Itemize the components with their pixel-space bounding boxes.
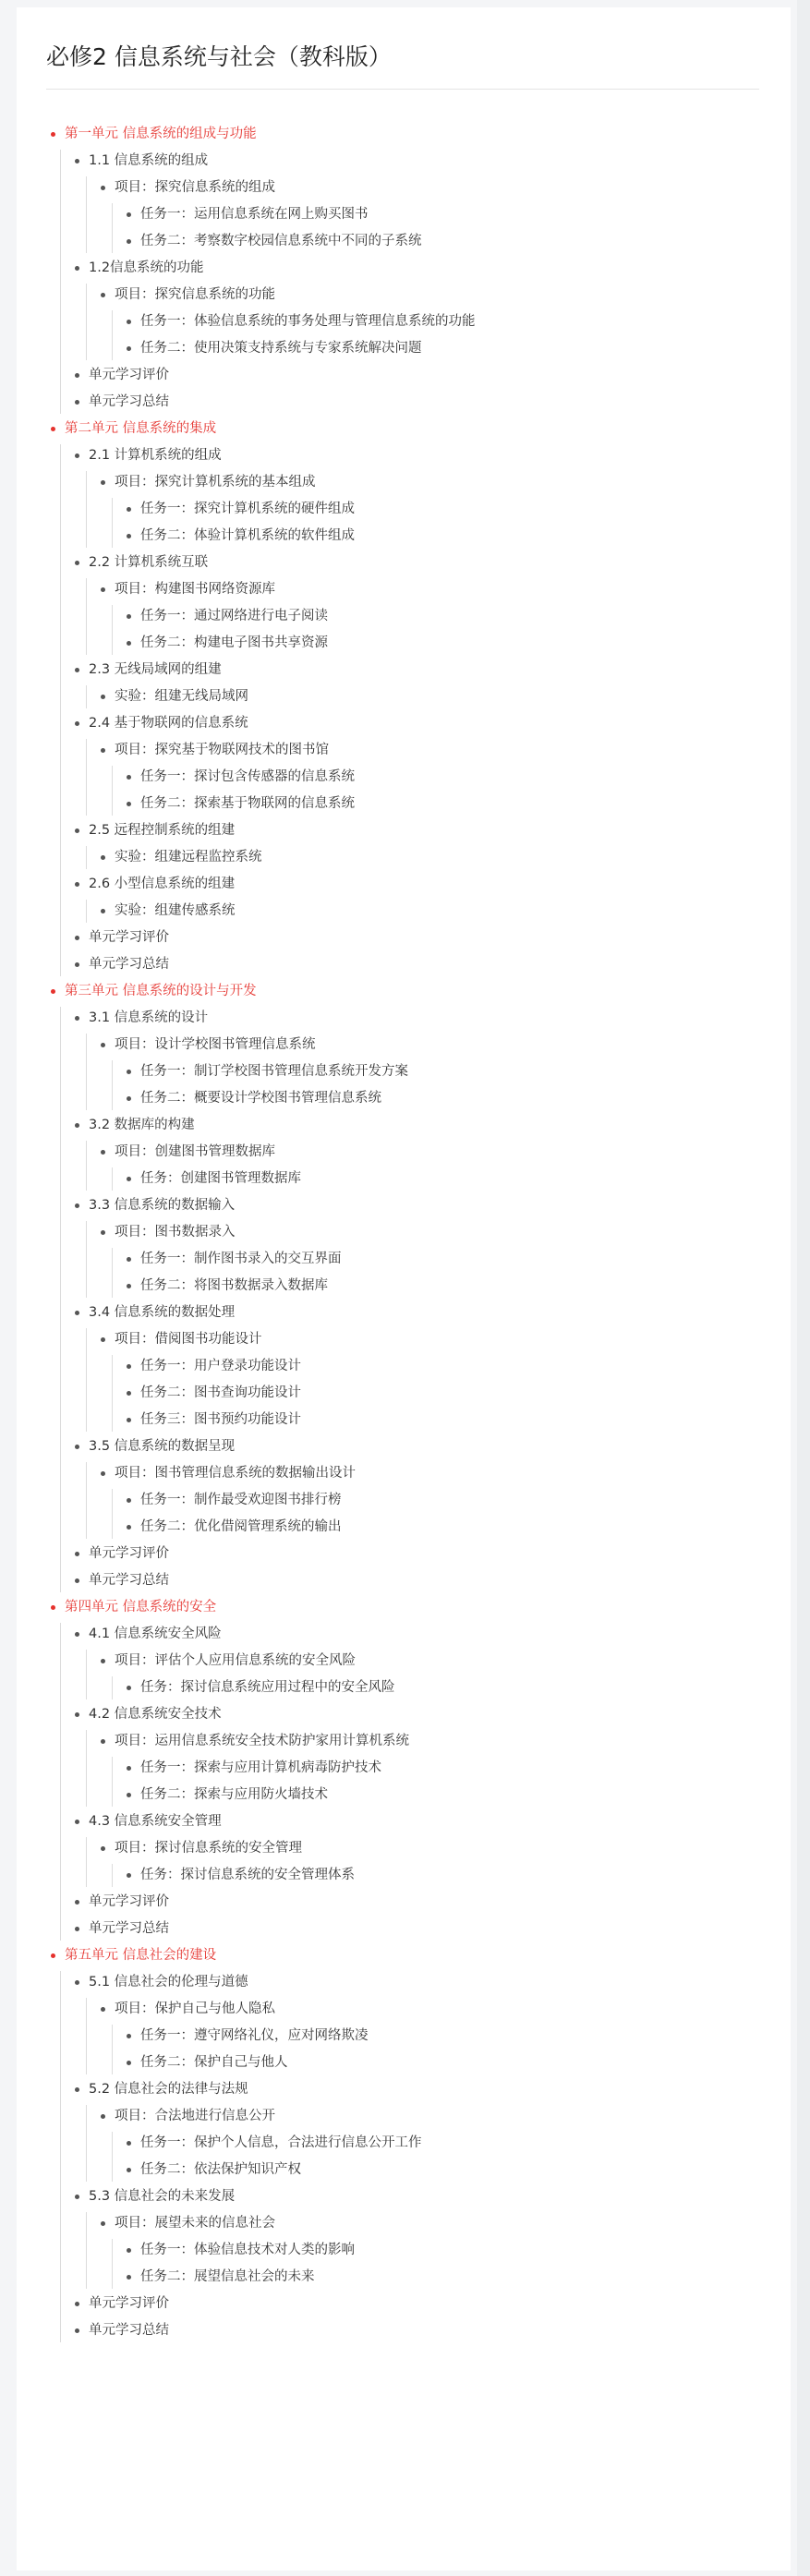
bullet-dot-icon	[127, 802, 131, 806]
bullet-dot-icon	[127, 1391, 131, 1396]
bullet-dot-icon	[127, 2168, 131, 2172]
task-item	[140, 1755, 381, 1782]
section-item	[89, 951, 169, 978]
outline-text: 项目：探究计算机系统的基本组成	[115, 475, 316, 490]
bullet-dot-icon	[101, 909, 105, 913]
bullet-dot-icon	[75, 454, 79, 458]
outline-text: 任务一：制作最受欢迎图书排行榜	[140, 1493, 342, 1507]
bullet-dot-icon	[75, 1712, 79, 1717]
bullet-dot-icon	[127, 1766, 131, 1771]
unit-item[interactable]	[65, 121, 257, 148]
bullet-dot-icon	[75, 962, 79, 967]
project-item	[115, 1139, 275, 1166]
task-item	[140, 630, 328, 657]
bullet-dot-icon	[75, 1552, 79, 1556]
outline-text: 项目：探究基于物联网技术的图书馆	[115, 743, 329, 757]
section-item	[89, 1916, 169, 1942]
bullet-dot-icon	[101, 1659, 105, 1663]
section-item	[89, 1969, 248, 1996]
section-item	[89, 148, 208, 175]
bullet-dot-icon	[127, 641, 131, 646]
bullet-dot-icon	[101, 1739, 105, 1744]
outline-text: 项目：图书管理信息系统的数据输出设计	[115, 1466, 356, 1481]
outline-text: 3.4 信息系统的数据处理	[89, 1305, 236, 1320]
outline-text: 任务二：概要设计学校图书管理信息系统	[140, 1091, 381, 1106]
bullet-dot-icon	[101, 480, 105, 485]
bullet-dot-icon	[127, 1096, 131, 1101]
bullet-dot-icon	[101, 695, 105, 699]
outline-text: 1.1 信息系统的组成	[89, 153, 209, 168]
section-item	[89, 1192, 235, 1219]
tree-guide-line	[86, 846, 87, 869]
task-item	[140, 2050, 288, 2076]
tree-guide-line	[86, 1034, 87, 1110]
tree-guide-line	[86, 1730, 87, 1807]
outline-text: 3.5 信息系统的数据呈现	[89, 1439, 236, 1454]
outline-text: 任务：探讨信息系统应用过程中的安全风险	[140, 1680, 395, 1695]
project-item	[115, 2103, 275, 2130]
task-item	[140, 308, 476, 335]
outline-text: 项目：借阅图书功能设计	[115, 1332, 262, 1347]
outline-text: 第一单元 信息系统的组成与功能	[65, 127, 257, 141]
outline-text: 3.3 信息系统的数据输入	[89, 1198, 236, 1213]
outline-text: 单元学习评价	[89, 2296, 169, 2311]
tree-guide-line	[60, 444, 61, 976]
outline-text: 任务二：将图书数据录入数据库	[140, 1278, 328, 1293]
bullet-dot-icon	[75, 1203, 79, 1208]
project-item	[115, 1835, 302, 1862]
outline-text: 项目：创建图书管理数据库	[115, 1144, 275, 1159]
outline-text: 任务一：探索与应用计算机病毒防护技术	[140, 1760, 381, 1775]
bullet-dot-icon	[75, 1632, 79, 1637]
bullet-dot-icon	[75, 1016, 79, 1021]
bullet-dot-icon	[101, 587, 105, 592]
bullet-dot-icon	[127, 1525, 131, 1530]
tree-guide-line	[112, 1676, 113, 1699]
tree-guide-line	[112, 1757, 113, 1807]
task-item	[140, 1514, 342, 1541]
bullet-dot-icon	[51, 427, 55, 431]
outline-text: 任务一：用户登录功能设计	[140, 1359, 301, 1373]
bullet-dot-icon	[75, 159, 79, 163]
bullet-dot-icon	[127, 1070, 131, 1074]
task-item	[140, 2130, 422, 2157]
project-item	[115, 1326, 262, 1353]
outline-text: 任务一：体验信息技术对人类的影响	[140, 2243, 355, 2257]
outline-text: 任务二：图书查询功能设计	[140, 1385, 301, 1400]
bullet-dot-icon	[127, 2061, 131, 2065]
task-item	[140, 1246, 342, 1273]
outline-text: 项目：图书数据录入	[115, 1225, 236, 1240]
outline-text: 实验：组建无线局域网	[115, 689, 248, 704]
bullet-dot-icon	[127, 2141, 131, 2146]
bullet-dot-icon	[101, 2221, 105, 2226]
bullet-dot-icon	[101, 186, 105, 190]
section-item	[89, 1701, 222, 1728]
bullet-dot-icon	[101, 1471, 105, 1476]
bullet-dot-icon	[75, 668, 79, 672]
section-item	[89, 255, 204, 282]
bullet-dot-icon	[127, 2034, 131, 2038]
bullet-dot-icon	[127, 1498, 131, 1503]
outline-text: 单元学习评价	[89, 930, 169, 945]
bullet-dot-icon	[127, 1284, 131, 1288]
project-item	[115, 1460, 356, 1487]
tree-guide-line	[86, 176, 87, 253]
bullet-dot-icon	[75, 400, 79, 405]
page-scrollbar[interactable]	[797, 0, 810, 2576]
section-item	[89, 1541, 169, 1567]
outline-text: 单元学习总结	[89, 2323, 169, 2338]
tree-guide-line	[86, 578, 87, 655]
tree-guide-line	[112, 1167, 113, 1191]
outline-text: 4.3 信息系统安全管理	[89, 1814, 222, 1829]
tree-guide-line	[86, 900, 87, 923]
bullet-dot-icon	[75, 1578, 79, 1583]
bullet-dot-icon	[101, 1150, 105, 1155]
tree-guide-line	[86, 739, 87, 816]
bullet-dot-icon	[75, 721, 79, 726]
section-item	[89, 2183, 235, 2210]
bullet-dot-icon	[127, 1257, 131, 1262]
outline-text: 3.1 信息系统的设计	[89, 1010, 209, 1025]
bullet-dot-icon	[51, 1605, 55, 1610]
tree-guide-line	[112, 766, 113, 816]
outline-text: 项目：构建图书网络资源库	[115, 582, 275, 597]
bullet-dot-icon	[75, 2087, 79, 2092]
task-item	[140, 1273, 328, 1300]
outline-text: 任务二：使用决策支持系统与专家系统解决问题	[140, 341, 422, 356]
outline-text: 单元学习总结	[89, 1921, 169, 1936]
tree-guide-line	[86, 1221, 87, 1298]
project-item	[115, 844, 262, 871]
bullet-dot-icon	[127, 775, 131, 780]
section-item	[89, 2317, 169, 2344]
outline-text: 任务一：探讨包含传感器的信息系统	[140, 769, 355, 784]
tree-guide-line	[112, 310, 113, 360]
bullet-dot-icon	[51, 132, 55, 137]
bullet-dot-icon	[127, 346, 131, 351]
task-item	[140, 2023, 369, 2050]
section-item	[89, 1808, 222, 1835]
outline-text: 项目：展望未来的信息社会	[115, 2216, 275, 2231]
outline-text: 2.5 远程控制系统的组建	[89, 823, 236, 838]
tree-guide-line	[86, 2105, 87, 2182]
section-item	[89, 362, 169, 389]
tree-guide-line	[112, 1489, 113, 1539]
bullet-dot-icon	[75, 373, 79, 378]
outline-text: 单元学习评价	[89, 368, 169, 382]
section-item	[89, 1112, 195, 1139]
outline-text: 5.2 信息社会的法律与法规	[89, 2082, 248, 2097]
project-item	[115, 1219, 236, 1246]
outline-text: 2.3 无线局域网的组建	[89, 662, 222, 677]
task-item	[140, 1782, 328, 1808]
outline-text: 任务一：通过网络进行电子阅读	[140, 609, 328, 623]
tree-guide-line	[86, 2212, 87, 2289]
outline-text: 4.2 信息系统安全技术	[89, 1707, 222, 1722]
task-item	[140, 2157, 301, 2183]
task-item	[140, 2264, 315, 2291]
project-item	[115, 683, 248, 710]
bullet-dot-icon	[75, 1927, 79, 1931]
tree-guide-line	[86, 1462, 87, 1539]
task-item	[140, 764, 355, 791]
section-item	[89, 1567, 169, 1594]
bullet-dot-icon	[51, 989, 55, 994]
bullet-dot-icon	[75, 1311, 79, 1315]
outline-text: 5.1 信息社会的伦理与道德	[89, 1975, 248, 1989]
bullet-dot-icon	[127, 1177, 131, 1181]
tree-guide-line	[112, 1355, 113, 1432]
outline-text: 任务一：制作图书录入的交互界面	[140, 1252, 342, 1266]
outline-text: 项目：评估个人应用信息系统的安全风险	[115, 1653, 356, 1668]
page-title: 必修2 信息系统与社会（教科版）	[46, 43, 392, 70]
task-item	[140, 1353, 301, 1380]
section-item	[89, 1621, 222, 1648]
bullet-dot-icon	[75, 1980, 79, 1985]
tree-guide-line	[112, 498, 113, 548]
section-item	[89, 1433, 235, 1460]
tree-guide-line	[112, 605, 113, 655]
outline-text: 任务三：图书预约功能设计	[140, 1412, 301, 1427]
outline-text: 项目：探究信息系统的功能	[115, 287, 275, 302]
section-item	[89, 550, 208, 576]
task-item	[140, 523, 355, 550]
tree-guide-line	[60, 1971, 61, 2342]
outline-text: 任务二：依法保护知识产权	[140, 2162, 301, 2177]
unit-item[interactable]	[65, 1942, 216, 1969]
bullet-dot-icon	[101, 1043, 105, 1047]
bullet-dot-icon	[75, 2328, 79, 2333]
bullet-dot-icon	[75, 828, 79, 833]
bullet-dot-icon	[127, 320, 131, 324]
bullet-dot-icon	[101, 1230, 105, 1235]
bullet-dot-icon	[75, 1820, 79, 1824]
project-item	[115, 737, 329, 764]
unit-item[interactable]	[65, 416, 216, 442]
project-item	[115, 2210, 275, 2237]
tree-guide-line	[60, 1623, 61, 1941]
tree-guide-line	[60, 150, 61, 414]
outline-text: 单元学习评价	[89, 1894, 169, 1909]
bullet-dot-icon	[101, 1846, 105, 1851]
outline-text: 任务一：体验信息系统的事务处理与管理信息系统的功能	[140, 314, 476, 329]
bullet-dot-icon	[75, 2195, 79, 2199]
task-item	[140, 228, 422, 255]
task-item	[140, 791, 355, 817]
project-item	[115, 1648, 356, 1675]
outline-text: 项目：合法地进行信息公开	[115, 2109, 275, 2123]
section-item	[89, 2291, 169, 2317]
project-item	[115, 469, 316, 496]
tree-guide-line	[112, 1248, 113, 1298]
outline-text: 项目：探讨信息系统的安全管理	[115, 1841, 302, 1856]
section-item	[89, 442, 222, 469]
tree-guide-line	[86, 1141, 87, 1191]
task-item	[140, 1675, 395, 1701]
tree-guide-line	[86, 284, 87, 360]
outline-text: 项目：探究信息系统的组成	[115, 180, 275, 195]
outline-text: 第三单元 信息系统的设计与开发	[65, 984, 257, 998]
task-item	[140, 1380, 301, 1407]
task-item	[140, 1085, 381, 1112]
task-item	[140, 2237, 355, 2264]
task-item	[140, 335, 422, 362]
bullet-dot-icon	[101, 855, 105, 860]
outline-text: 实验：组建传感系统	[115, 903, 236, 918]
bullet-dot-icon	[127, 239, 131, 244]
bullet-dot-icon	[127, 1364, 131, 1369]
bullet-dot-icon	[51, 1953, 55, 1958]
bullet-dot-icon	[127, 534, 131, 538]
unit-item[interactable]	[65, 978, 257, 1005]
outline-text: 2.1 计算机系统的组成	[89, 448, 222, 463]
bullet-dot-icon	[127, 507, 131, 512]
bullet-dot-icon	[127, 2275, 131, 2280]
outline-text: 项目：设计学校图书管理信息系统	[115, 1037, 316, 1052]
outline-text: 任务：探讨信息系统的安全管理体系	[140, 1868, 355, 1882]
bullet-dot-icon	[101, 748, 105, 753]
project-item	[115, 282, 275, 308]
bullet-dot-icon	[101, 1337, 105, 1342]
outline-text: 任务二：保护自己与他人	[140, 2055, 288, 2070]
bullet-dot-icon	[101, 293, 105, 297]
outline-text: 任务二：构建电子图书共享资源	[140, 635, 328, 650]
bullet-dot-icon	[75, 936, 79, 940]
section-item	[89, 925, 169, 951]
tree-guide-line	[112, 1864, 113, 1887]
outline-text: 单元学习总结	[89, 394, 169, 409]
bullet-dot-icon	[127, 1686, 131, 1690]
section-item	[89, 710, 248, 737]
tree-guide-line	[86, 685, 87, 708]
tree-guide-line	[86, 1650, 87, 1699]
outline-text: 任务一：遵守网络礼仪，应对网络欺凌	[140, 2028, 369, 2043]
task-item	[140, 201, 369, 228]
task-item	[140, 1058, 408, 1085]
outline-text: 3.2 数据库的构建	[89, 1118, 195, 1132]
title-divider	[46, 89, 759, 90]
tree-guide-line	[86, 1837, 87, 1887]
bullet-dot-icon	[127, 212, 131, 217]
tree-guide-line	[86, 1998, 87, 2074]
bullet-dot-icon	[75, 882, 79, 887]
task-item	[140, 1166, 301, 1192]
outline-text: 4.1 信息系统安全风险	[89, 1627, 222, 1641]
project-item	[115, 1996, 275, 2023]
bullet-dot-icon	[101, 2007, 105, 2012]
bullet-dot-icon	[127, 1418, 131, 1422]
task-item	[140, 603, 328, 630]
document-page	[17, 7, 791, 2570]
section-item	[89, 1005, 208, 1032]
bullet-dot-icon	[127, 614, 131, 619]
bullet-dot-icon	[75, 1123, 79, 1128]
outline-text: 任务二：探索与应用防火墙技术	[140, 1787, 328, 1802]
outline-text: 任务二：展望信息社会的未来	[140, 2269, 315, 2284]
task-item	[140, 1407, 301, 1433]
bullet-dot-icon	[75, 1900, 79, 1905]
outline-text: 任务一：运用信息系统在网上购买图书	[140, 207, 369, 222]
bullet-dot-icon	[75, 266, 79, 271]
task-item	[140, 496, 355, 523]
tree-guide-line	[112, 1060, 113, 1110]
outline-text: 实验：组建远程监控系统	[115, 850, 262, 865]
bullet-dot-icon	[75, 561, 79, 565]
section-item	[89, 2076, 248, 2103]
outline-text: 2.6 小型信息系统的组建	[89, 877, 236, 891]
outline-text: 任务：创建图书管理数据库	[140, 1171, 301, 1186]
outline-text: 任务二：考察数字校园信息系统中不同的子系统	[140, 234, 422, 248]
bullet-dot-icon	[75, 2302, 79, 2306]
project-item	[115, 898, 236, 925]
outline-text: 任务一：保护个人信息，合法进行信息公开工作	[140, 2135, 422, 2150]
outline-text: 第四单元 信息系统的安全	[65, 1600, 217, 1615]
tree-guide-line	[60, 1007, 61, 1592]
project-item	[115, 576, 275, 603]
outline-text: 单元学习总结	[89, 1573, 169, 1588]
tree-guide-line	[112, 2132, 113, 2182]
outline-text: 任务一：探究计算机系统的硬件组成	[140, 502, 355, 516]
project-item	[115, 175, 275, 201]
bullet-dot-icon	[127, 1873, 131, 1878]
bullet-dot-icon	[127, 1793, 131, 1797]
bullet-dot-icon	[75, 1445, 79, 1449]
project-item	[115, 1032, 316, 1058]
tree-guide-line	[86, 1328, 87, 1432]
section-item	[89, 817, 235, 844]
outline-text: 1.2信息系统的功能	[89, 260, 204, 275]
section-item	[89, 657, 222, 683]
outline-text: 任务二：优化借阅管理系统的输出	[140, 1519, 342, 1534]
tree-guide-line	[86, 471, 87, 548]
section-item	[89, 1300, 235, 1326]
outline-text: 2.4 基于物联网的信息系统	[89, 716, 248, 731]
outline-text: 单元学习总结	[89, 957, 169, 972]
outline-text: 任务一：制订学校图书管理信息系统开发方案	[140, 1064, 408, 1079]
task-item	[140, 1487, 342, 1514]
outline-text: 第五单元 信息社会的建设	[65, 1948, 217, 1963]
outline-text: 5.3 信息社会的未来发展	[89, 2189, 236, 2204]
tree-guide-line	[112, 203, 113, 253]
outline-text: 项目：运用信息系统安全技术防护家用计算机系统	[115, 1734, 409, 1748]
outline-text: 任务二：体验计算机系统的软件组成	[140, 528, 355, 543]
outline-text: 单元学习评价	[89, 1546, 169, 1561]
outline-text: 2.2 计算机系统互联	[89, 555, 209, 570]
section-item	[89, 871, 235, 898]
tree-guide-line	[112, 2025, 113, 2074]
tree-guide-line	[112, 2239, 113, 2289]
bullet-dot-icon	[127, 2248, 131, 2253]
section-item	[89, 389, 169, 416]
unit-item[interactable]	[65, 1594, 216, 1621]
project-item	[115, 1728, 409, 1755]
section-item	[89, 1889, 169, 1916]
outline-text: 第二单元 信息系统的集成	[65, 421, 217, 436]
bullet-dot-icon	[101, 2114, 105, 2119]
outline-text: 项目：保护自己与他人隐私	[115, 2002, 275, 2016]
task-item	[140, 1862, 355, 1889]
outline-text: 任务二：探索基于物联网的信息系统	[140, 796, 355, 811]
